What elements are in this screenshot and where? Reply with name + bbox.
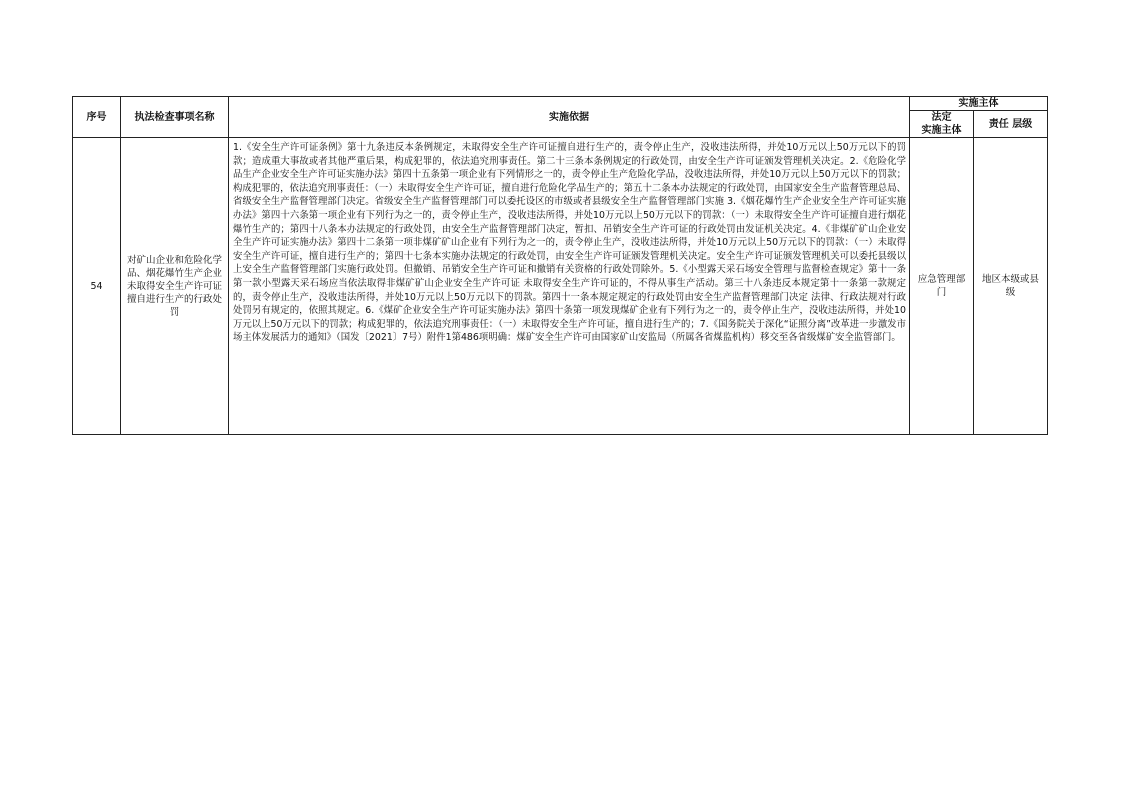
cell-level: 地区本级或县级 (974, 138, 1048, 435)
cell-seq: 54 (73, 138, 121, 435)
header-level: 责任 层级 (974, 111, 1048, 138)
header-subject-group: 实施主体 (910, 97, 1048, 111)
header-seq: 序号 (73, 97, 121, 138)
enforcement-table (72, 96, 1048, 435)
cell-legal-subject: 应急管理部门 (910, 138, 974, 435)
header-legal-subject: 法定 实施主体 (910, 111, 974, 138)
table-row (73, 138, 1048, 435)
header-item-name: 执法检查事项名称 (121, 97, 229, 138)
cell-item-name: 对矿山企业和危险化学品、烟花爆竹生产企业未取得安全生产许可证擅自进行生产的行政处罚 (121, 138, 229, 435)
header-basis: 实施依据 (229, 97, 910, 138)
table-header (73, 97, 1048, 138)
cell-basis (229, 138, 910, 435)
basis-text: 1.《安全生产许可证条例》第十九条违反本条例规定，未取得安全生产许可证擅自进行生产的，责令停止生产，没收违法所得，并处10万元以上50万元以下的罚款；造成重大事故或者其他严重后果，构成犯罪的，依法追究刑事责任。第二十三条本条例规定的行政处罚，由安全生产许可证颁发管理机关决定。2.《危险化学品生产企业安全生产许可证实施办法》第四十五条第一项企业有下列情形之一的，责令停止生产危险化学品，没收违法所得，并处10万元以上50万元以下的罚款；构成犯罪的，依法追究刑事责任：（一）未取得安全生产许可证，擅自进行危险化学品生产的；第五十二条本办法规定的行政处罚，由国家安全生产监督管理总局、省级安全生产监督管理部门决定。省级安全生产监督管理部门可以委托设区的市级或者县级安全生产监督管理部门实施 3.《烟花爆竹生产企业安全生产许可证实施办法》第四十六条第一项企业有下列行为之一的，责令停止生产，没收违法所得，并处10万元以上50万元以下的罚款：（一）未取得安全生产许可证擅自进行烟花爆竹生产的；第四十八条本办法规定的行政处罚，由安全生产监督管理部门决定，暂扣、吊销安全生产许可证的行政处罚由发证机关决定。4.《非煤矿矿山企业安全生产许可证实施办法》第四十二条第一项非煤矿矿山企业有下列行为之一的，责令停止生产，没收违法所得，并处10万元以上50万元以下的罚款：（一）未取得安全生产许可证，擅自进行生产的；第四十七条本实施办法规定的行政处罚，由安全生产许可证颁发管理机关决定。安全生产许可证颁发管理机关可以委托县级以上安全生产监督管理部门实施行政处罚。但撤销、吊销安全生产许可证和撤销有关资格的行政处罚除外。5.《小型露天采石场安全管理与监督检查规定》第十一条第一款小型露天采石场应当依法取得非煤矿矿山企业安全生产许可证 未取得安全生产许可证的，不得从事生产活动。第三十八条违反本规定第十一条第一款规定的，责令停止生产，没收违法所得，并处10万元以上50万元以下的罚款。第四十一条本规定规定的行政处罚由安全生产监督管理部门决定 法律、行政法规对行政处罚另有规定的，依照其规定。6.《煤矿企业安全生产许可证实施办法》第四十条第一项发现煤矿企业有下列行为之一的，责令停止生产，没收违法所得，并处10万元以上50万元以下的罚款；构成犯罪的，依法追究刑事责任：（一）未取得安全生产许可证，擅自进行生产的；7.《国务院关于深化“证照分离”改革进一步激发市场主体发展活力的通知》（国发〔2021〕7号）附件1第486项明确：煤矿安全生产许可由国家矿山安监局（所属各省煤监机构）移交至各省级煤矿安全监管部门。 (233, 142, 906, 344)
